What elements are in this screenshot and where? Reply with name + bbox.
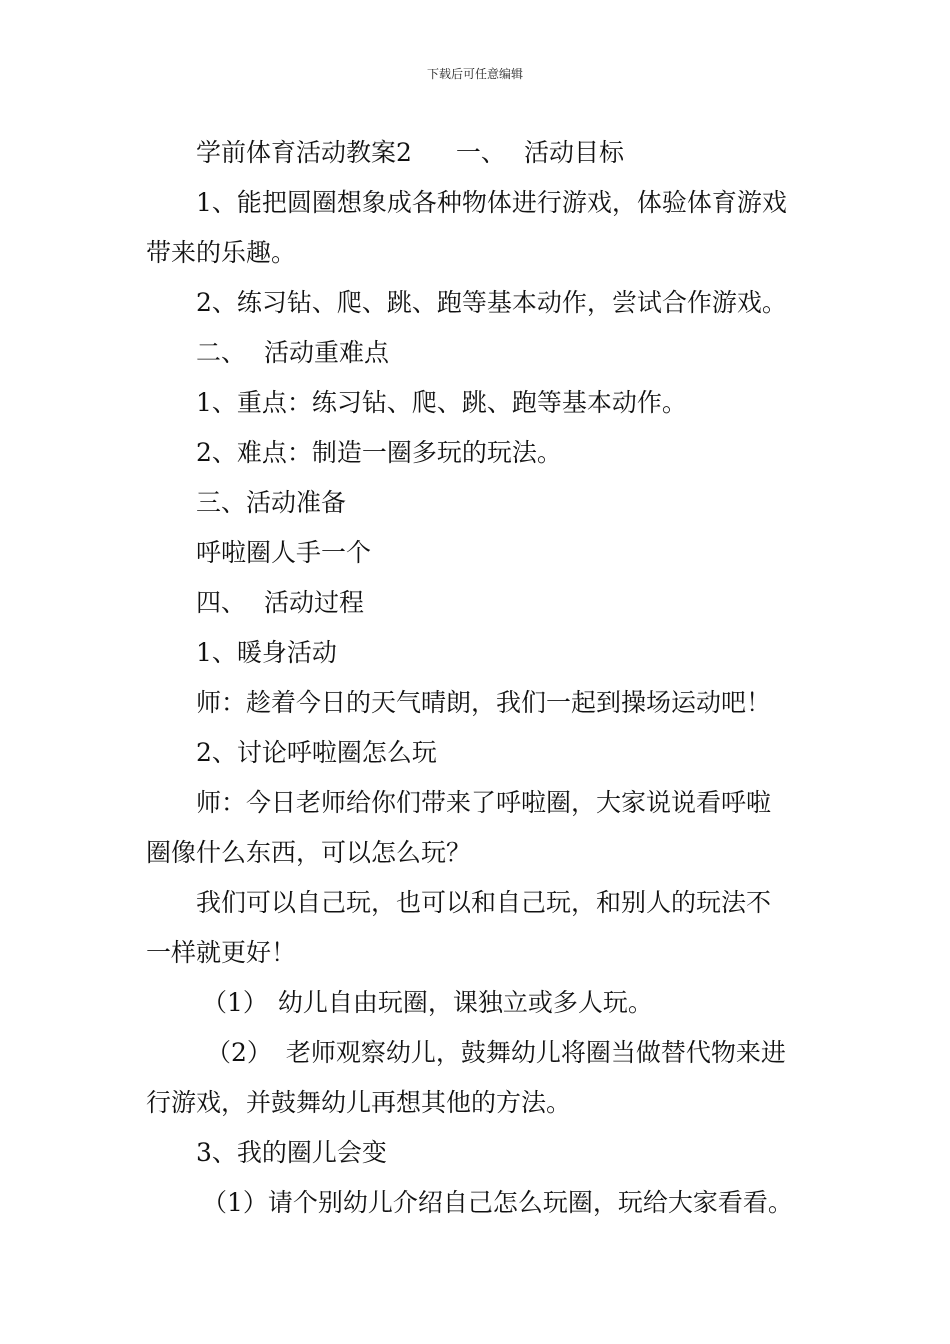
sub-item-number: （2） xyxy=(206,1038,272,1067)
sub-item xyxy=(146,978,812,1028)
page-header-note: 下载后可任意编辑 xyxy=(426,67,523,81)
paragraph-line: 圈像什么东西，可以怎么玩？ xyxy=(146,838,472,867)
paragraph-line: 师：今日老师给你们带来了呼啦圈，大家说说看呼啦 xyxy=(196,788,772,817)
section1-heading-num: 一、 xyxy=(455,138,506,167)
section2-heading xyxy=(146,328,812,378)
section4-heading xyxy=(146,578,812,628)
document-body xyxy=(146,128,812,1228)
section2-heading-text: 活动重难点 xyxy=(264,338,390,367)
title-line xyxy=(146,128,812,178)
paragraph-line: （1）请个别幼儿介绍自己怎么玩圈，玩给大家看看。 xyxy=(202,1188,793,1217)
sub-item-number: （1） xyxy=(202,988,268,1017)
section1-heading-text: 活动目标 xyxy=(523,138,624,167)
paragraph-line: 2、练习钻、爬、跳、跑等基本动作，尝试合作游戏。 xyxy=(196,288,787,317)
sub-item-text: 老师观察幼儿，鼓舞幼儿将圈当做替代物来进 xyxy=(285,1038,786,1067)
paragraph-line: 带来的乐趣。 xyxy=(146,238,297,267)
sub-item xyxy=(146,1028,812,1078)
paragraph-line: 师：趁着今日的天气晴朗，我们一起到操场运动吧！ xyxy=(196,688,772,717)
section3-heading: 三、活动准备 xyxy=(196,488,347,517)
section4-heading-num: 四、 xyxy=(196,588,247,617)
paragraph-line: 呼啦圈人手一个 xyxy=(196,538,372,567)
paragraph-line: 一样就更好！ xyxy=(146,938,297,967)
sub-item-text: 幼儿自由玩圈，课独立或多人玩。 xyxy=(277,988,653,1017)
paragraph-line: 1、重点：练习钻、爬、跳、跑等基本动作。 xyxy=(196,388,687,417)
step-title: 2、讨论呼啦圈怎么玩 xyxy=(196,738,437,767)
document-title: 学前体育活动教案2 xyxy=(196,138,412,167)
paragraph-line: 2、难点：制造一圈多玩的玩法。 xyxy=(196,438,562,467)
section4-heading-text: 活动过程 xyxy=(264,588,365,617)
step-title: 3、我的圈儿会变 xyxy=(196,1138,387,1167)
section2-heading-num: 二、 xyxy=(196,338,247,367)
paragraph-line: 我们可以自己玩，也可以和自己玩，和别人的玩法不 xyxy=(196,888,772,917)
paragraph-line: 1、能把圆圈想象成各种物体进行游戏，体验体育游戏 xyxy=(196,188,787,217)
paragraph-line: 行游戏，并鼓舞幼儿再想其他的方法。 xyxy=(146,1088,572,1117)
step-title: 1、暖身活动 xyxy=(196,638,337,667)
